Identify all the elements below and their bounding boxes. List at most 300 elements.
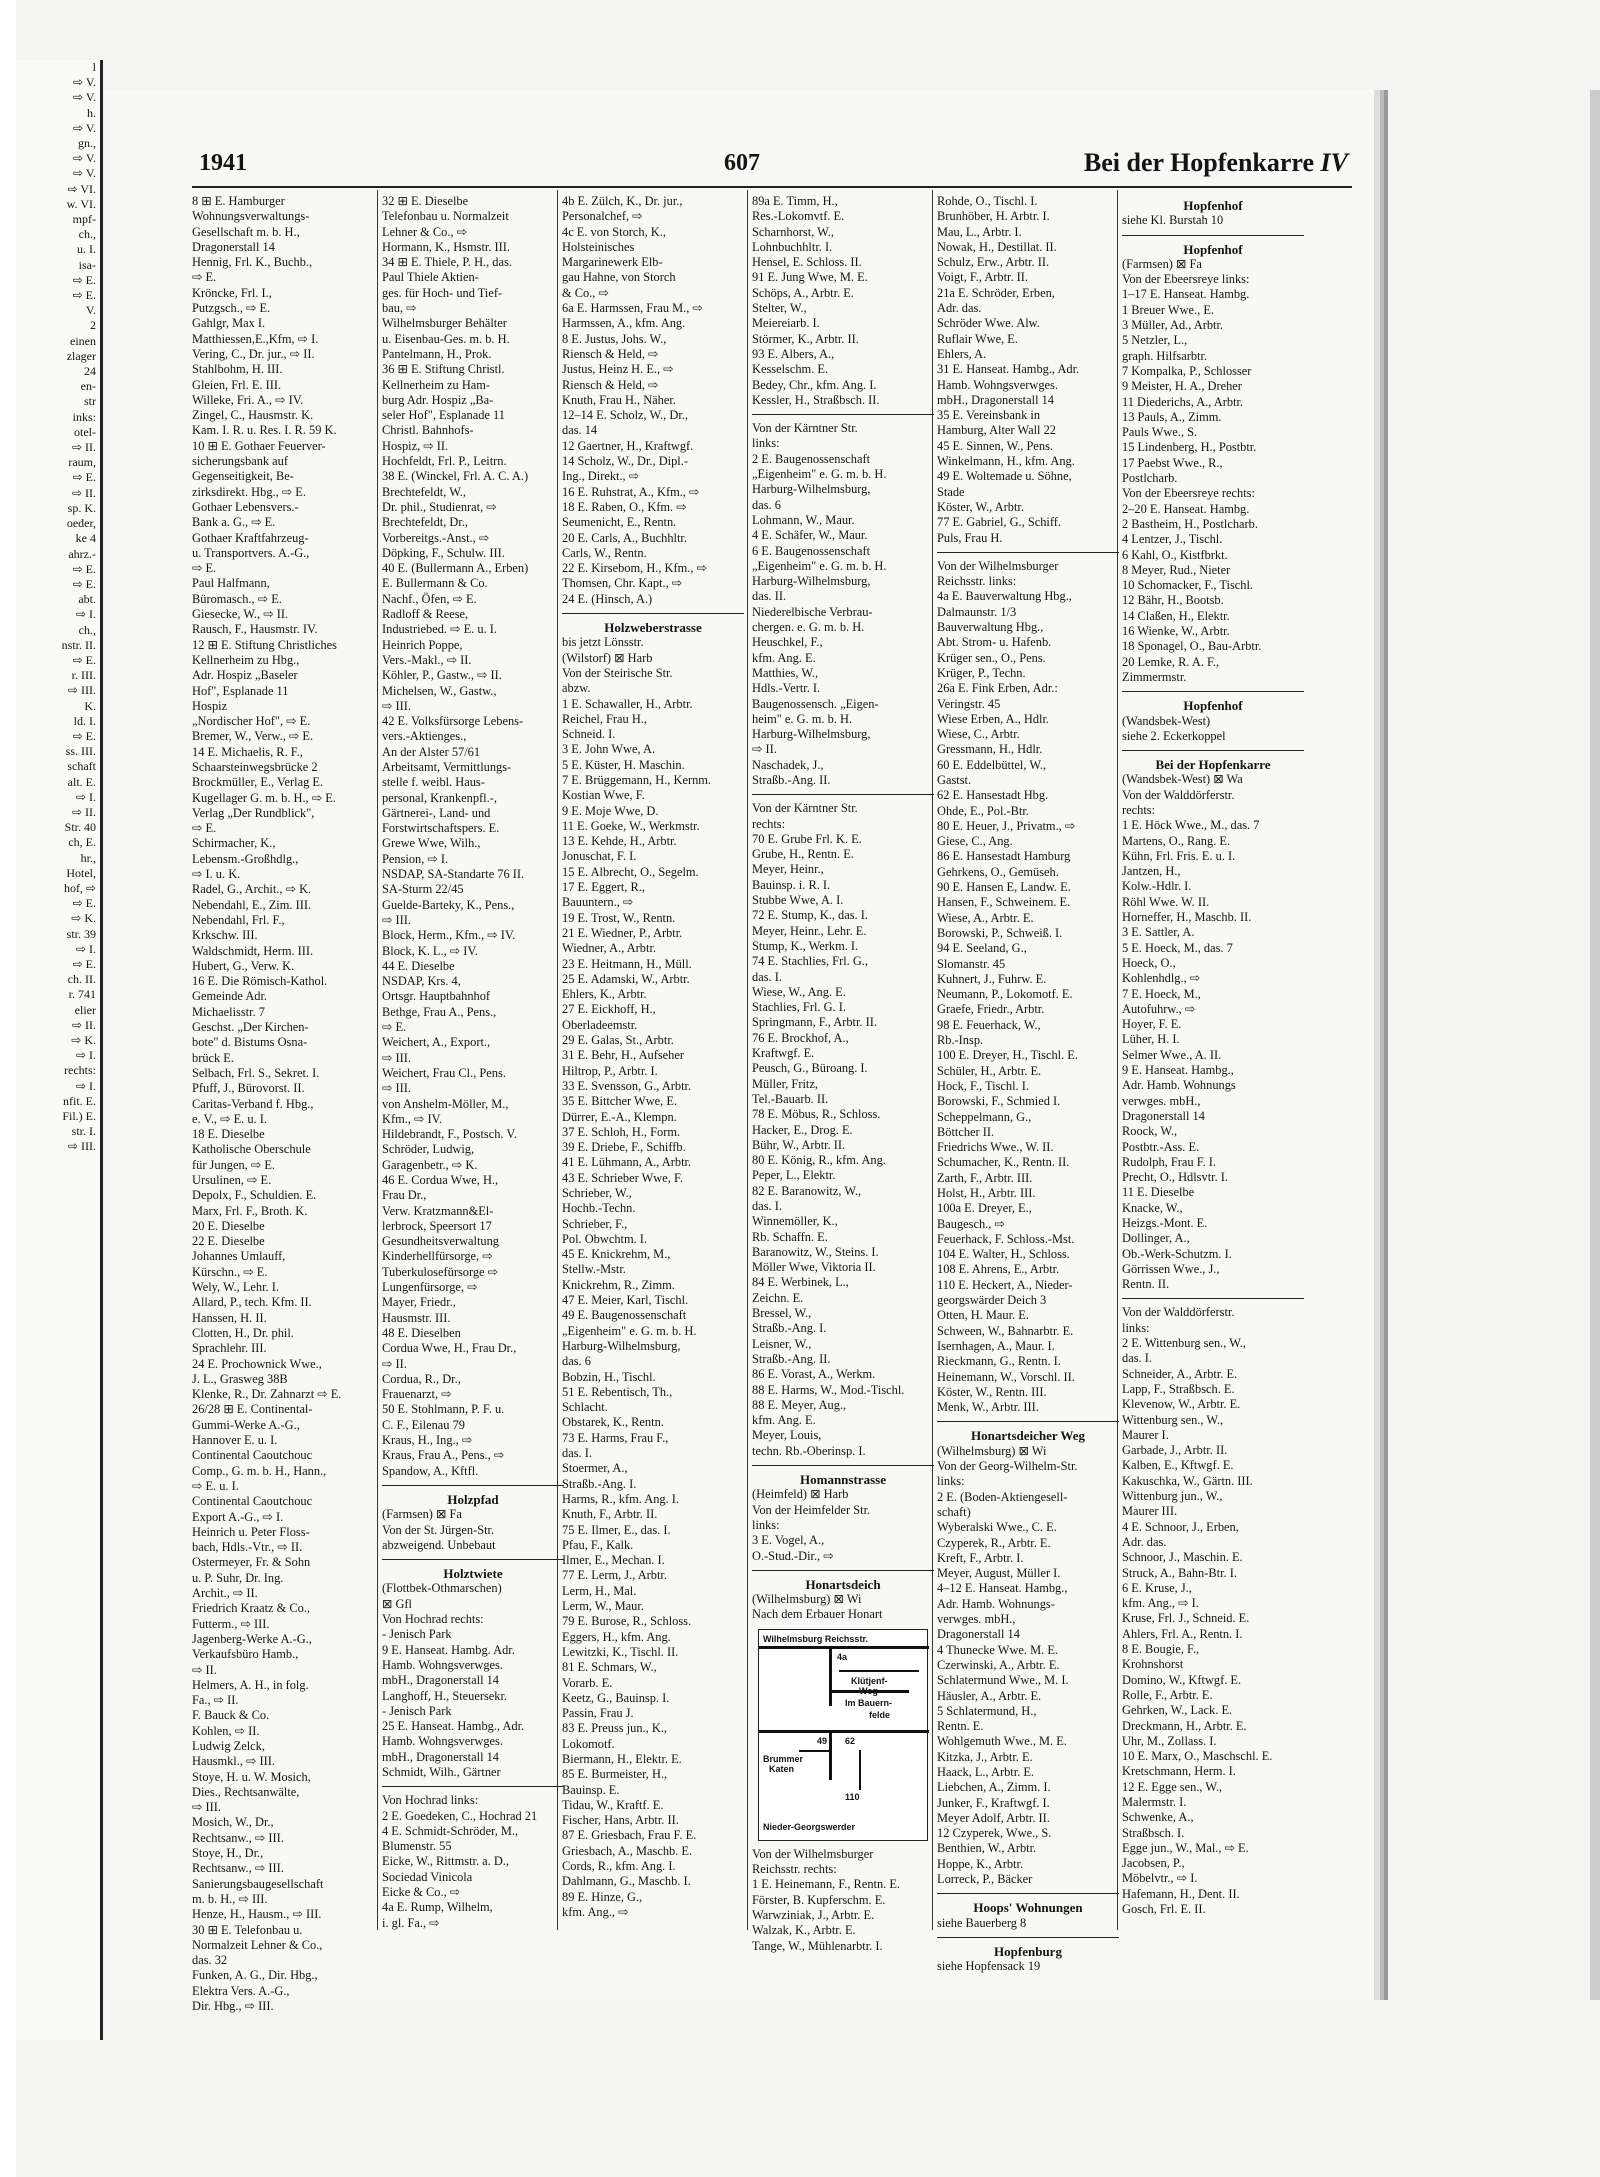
entry-line: ⇨ I. u. K.	[192, 867, 241, 882]
entry-line: 24 E. Prochownick Wwe.,	[192, 1356, 322, 1371]
entry-line: NSDAP, Krs. 4,	[382, 974, 461, 989]
entry-line: Hamb. Wohngsverwges.	[382, 1734, 503, 1749]
entry-line: Heizgs.-Mont. E.	[1122, 1216, 1208, 1230]
entry-line: 33 E. Svensson, G., Arbtr.	[562, 1078, 692, 1093]
entry-line: Cordua Wwe, H., Frau Dr.,	[382, 1341, 517, 1356]
entry-line: 49 E. Baugenossenschaft	[562, 1308, 687, 1323]
entry-line: Knickrehm, R., Zimm.	[562, 1277, 675, 1292]
header-street-title: Bei der Hopfenkarre IV	[1083, 148, 1348, 177]
entry-line: 29 E. Galas, St., Arbtr.	[562, 1033, 674, 1048]
previous-page-fragment: ⇨ E.	[72, 272, 96, 287]
entry-line: das. 6	[562, 1354, 591, 1369]
entry-line: 12 E. Egge sen., W.,	[1122, 1779, 1223, 1794]
entry-line: Kam. I. R. u. Res. I. R. 59 K.	[192, 423, 337, 438]
street-heading: Holzpfad	[447, 1491, 499, 1507]
entry-line: „Nordischer Hof", ⇨ E.	[192, 714, 311, 729]
entry-line: Köster, W., Rentn. III.	[937, 1384, 1047, 1399]
entry-line: Margarinewerk Elb-	[562, 255, 663, 270]
street-heading: Honartsdeich	[805, 1576, 881, 1592]
entry-line: Reichel, Frau H.,	[562, 711, 647, 726]
entry-line: Brunhöber, H. Arbtr. I.	[937, 209, 1050, 224]
entry-line: Haack, L., Arbtr. E.	[937, 1764, 1035, 1779]
entry-line: Henze, H., Hausm., ⇨ III.	[192, 1907, 322, 1922]
column-5	[937, 194, 1119, 1974]
entry-line: Peper, L., Elektr.	[752, 1168, 836, 1183]
map-label: Weg	[859, 1685, 878, 1696]
column-1	[192, 194, 374, 2014]
entry-line: Schneid. I.	[562, 727, 616, 742]
entry-line: Archit., ⇨ II.	[192, 1586, 258, 1601]
entry-line: Gothaer Lebensvers.-	[192, 499, 299, 514]
entry-line: verwges. mbH.,	[1122, 1093, 1201, 1108]
entry-line: Bauinsp. E.	[562, 1782, 620, 1797]
entry-line: 91 E. Jung Wwe, M. E.	[752, 270, 868, 285]
entry-line: Vorbereitgs.-Anst., ⇨	[382, 530, 490, 545]
entry-line: Von der Georg-Wilhelm-Str.	[937, 1459, 1078, 1474]
column-6	[1122, 194, 1304, 1934]
entry-line: Comp., G. m. b. H., Hann.,	[192, 1463, 327, 1478]
entry-line: An der Alster 57/61	[382, 744, 481, 759]
entry-line: Rentn. II.	[1122, 1277, 1170, 1292]
entry-line: Dragonerstall 14	[1122, 1108, 1205, 1123]
entry-line: Baugenossensch. „Eigen-	[752, 696, 879, 711]
entry-line: 8 E. Bougie, F.,	[1122, 1642, 1200, 1657]
entry-line: Pantelmann, H., Prok.	[382, 346, 492, 361]
entry-line: Stubbe Wwe, A. I.	[752, 893, 844, 908]
entry-line: Dies., Rechtsanwälte,	[192, 1784, 300, 1799]
entry-line: Tidau, W., Kraftf. E.	[562, 1797, 664, 1812]
entry-line: 51 E. Rebentisch, Th.,	[562, 1384, 673, 1399]
entry-line: Peusch, G., Büroang. I.	[752, 1061, 868, 1076]
previous-page-fragment: ch. II.	[67, 972, 96, 987]
entry-line: sicherungsbank auf	[192, 454, 288, 469]
street-heading: Holzweberstrasse	[604, 620, 702, 636]
entry-line: Klenke, R., Dr. Zahnarzt ⇨ E.	[192, 1387, 342, 1402]
map-road	[759, 1646, 929, 1649]
entry-line: Mosich, W., Dr.,	[192, 1815, 274, 1830]
entry-line: Baugesch., ⇨	[937, 1216, 1005, 1231]
entry-line: Knuth, Frau H., Näher.	[562, 392, 676, 407]
previous-page-fragment: w. VI.	[66, 196, 96, 211]
section-divider	[752, 1570, 934, 1571]
street-heading: Hoops' Wohnungen	[973, 1900, 1083, 1916]
entry-line: Von der Ebeersreye rechts:	[1122, 486, 1255, 501]
entry-line: 25 E. Adamski, W., Arbtr.	[562, 971, 690, 986]
entry-line: Hamburg, Alter Wall 22	[937, 423, 1056, 438]
entry-line: „Eigenheim" e. G. m. b. H.	[752, 467, 887, 482]
entry-line: Elektra Vers. A.-G.,	[192, 1983, 290, 1998]
entry-line: Hafemann, H., Dent. II.	[1122, 1886, 1240, 1901]
entry-line: Harmssen, A., kfm. Ang.	[562, 316, 686, 331]
entry-line: kfm. Ang. E.	[752, 1413, 816, 1428]
entry-line: Paul Thiele Aktien-	[382, 270, 479, 285]
entry-line: 10 ⊞ E. Gothaer Feuerver-	[192, 438, 326, 453]
entry-line: Kesselschm. E.	[752, 362, 829, 377]
entry-line: 30 ⊞ E. Telefonbau u.	[192, 1922, 303, 1937]
entry-line: 26a E. Fink Erben, Adr.:	[937, 681, 1058, 696]
entry-line: Czerwinski, A., Arbtr. E.	[937, 1657, 1060, 1672]
entry-line: 10 Schomacker, F., Tischl.	[1122, 578, 1254, 593]
entry-line: 89 E. Hinze, G.,	[562, 1889, 643, 1904]
entry-line: Straßb.-Ang. I.	[752, 1321, 827, 1336]
entry-line: Krohnshorst	[1122, 1657, 1184, 1672]
entry-line: 60 E. Eddelbüttel, W.,	[937, 757, 1047, 772]
entry-line: ⇨ E.	[192, 561, 217, 576]
entry-line: 88 E. Harms, W., Mod.-Tischl.	[752, 1382, 905, 1397]
entry-line: Meyer, August, Müller I.	[937, 1566, 1061, 1581]
entry-line: verwges. mbH.,	[937, 1612, 1016, 1627]
entry-line: 12 Czyperek, Wwe., S.	[937, 1826, 1052, 1841]
previous-page-fragment: ⇨ E.	[72, 652, 96, 667]
entry-line: Stahlbohm, H. III.	[192, 362, 283, 377]
entry-line: Naschadek, J.,	[752, 757, 824, 772]
entry-line: 15 Lindenberg, H., Postbtr.	[1122, 440, 1257, 455]
entry-line: Pauls Wwe., S.	[1122, 425, 1198, 440]
entry-line: Von Hochrad rechts:	[382, 1612, 484, 1627]
entry-line: Ahlers, Frl. A., Rentn. I.	[1122, 1626, 1243, 1641]
entry-line: Schween, W., Bahnarbtr. E.	[937, 1323, 1074, 1338]
entry-line: ⇨ E. u. I.	[192, 1478, 239, 1493]
entry-line: Dir. Hbg., ⇨ III.	[192, 1999, 274, 2014]
entry-line: georgswärder Deich 3	[937, 1293, 1047, 1308]
entry-line: Stachlies, Frl. G. I.	[752, 1000, 846, 1015]
entry-line: 72 E. Stump, K., das. I.	[752, 908, 868, 923]
entry-line: Selmer Wwe., A. II.	[1122, 1047, 1222, 1062]
previous-page-fragment: ⇨ I.	[75, 941, 96, 956]
entry-line: Hanssen, H. II.	[192, 1310, 267, 1325]
entry-line: 15 E. Albrecht, O., Segelm.	[562, 864, 699, 879]
entry-line: (Wilhelmsburg) ⊠ Wi	[937, 1443, 1047, 1458]
map-road	[859, 1750, 861, 1790]
entry-line: Heinrich Poppe,	[382, 637, 463, 652]
entry-line: F. Bauck & Co.	[192, 1708, 270, 1723]
previous-page-fragment: 24	[84, 364, 96, 379]
entry-line: Möller Wwe, Viktoria II.	[752, 1260, 876, 1275]
entry-line: Holst, H., Arbtr. III.	[937, 1186, 1036, 1200]
entry-line: Gahlgr, Max I.	[192, 316, 266, 331]
section-divider	[562, 613, 744, 614]
entry-line: - Jenisch Park	[382, 1703, 452, 1718]
section-divider	[752, 794, 934, 795]
entry-line: lerbrock, Speersort 17	[382, 1218, 492, 1233]
entry-line: Von der Kärntner Str.	[752, 801, 858, 816]
entry-line: Dragonerstall 14	[937, 1627, 1020, 1642]
entry-line: 8 ⊞ E. Hamburger	[192, 194, 285, 208]
entry-line: 12 Bähr, H., Bootsb.	[1122, 593, 1224, 608]
entry-line: Sanierungsbaugesellschaft	[192, 1876, 324, 1891]
entry-line: Brechtefeldt, Dr.,	[382, 515, 469, 530]
previous-page-fragment: ⇨ I.	[75, 607, 96, 622]
entry-line: Ing., Direkt., ⇨	[562, 469, 640, 484]
entry-line: Kürschn., ⇨ E.	[192, 1264, 268, 1279]
entry-line: Ilmer, E., Mechan. I.	[562, 1553, 665, 1568]
entry-line: Von der Walddörferstr.	[1122, 1305, 1235, 1320]
entry-line: Continental Caoutchouc	[192, 1494, 313, 1509]
entry-line: das. I.	[562, 1446, 592, 1461]
entry-line: Precht, O., Hdlsvtr. I.	[1122, 1170, 1228, 1185]
entry-line: Res.-Lokomvtf. E.	[752, 209, 845, 224]
previous-page-fragment: Fil.) E.	[62, 1109, 96, 1124]
entry-line: 11 E. Goeke, W., Werkmstr.	[562, 818, 700, 833]
entry-line: Rechtsanw., ⇨ III.	[192, 1861, 284, 1876]
entry-line: Wiese Erben, A., Hdlr.	[937, 711, 1050, 726]
entry-line: Garbade, J., Arbtr. II.	[1122, 1443, 1228, 1458]
entry-line: Personalchef, ⇨	[562, 209, 643, 224]
entry-line: 2 E. Goedeken, C., Hochrad 21	[382, 1808, 538, 1823]
entry-line: bote" d. Bistums Osna-	[192, 1035, 308, 1050]
previous-page-fragment: otel-	[74, 424, 96, 439]
previous-page-edge	[16, 60, 103, 2040]
entry-line: 45 E. Knickrehm, M.,	[562, 1247, 671, 1262]
entry-line: Schnoor, J., Maschin. E.	[1122, 1550, 1243, 1565]
entry-line: Klevenow, W., Arbtr. E.	[1122, 1397, 1241, 1412]
entry-line: 80 E. Heuer, J., Privatm., ⇨	[937, 818, 1076, 833]
map-road	[799, 1750, 829, 1752]
entry-line: (Wilhelmsburg) ⊠ Wi	[752, 1592, 862, 1607]
entry-line: 86 E. Vorast, A., Werkm.	[752, 1367, 876, 1382]
street-heading: Hopfenhof	[1183, 241, 1243, 257]
entry-line: Pfau, F., Kalk.	[562, 1537, 634, 1552]
entry-line: 17 E. Eggert, R.,	[562, 880, 645, 895]
entry-line: Weichert, Frau Cl., Pens.	[382, 1065, 506, 1080]
entry-line: 108 E. Ahrens, E., Arbtr.	[937, 1262, 1060, 1277]
previous-page-fragment: raum,	[68, 455, 96, 470]
entry-line: Lohmann, W., Maur.	[752, 512, 855, 527]
entry-line: 16 Wienke, W., Arbtr.	[1122, 624, 1230, 639]
map-street-label: Nieder-Georgswerder	[763, 1821, 856, 1832]
entry-line: Johannes Umlauff,	[192, 1249, 286, 1264]
header-rule	[192, 186, 1352, 188]
entry-line: (Flottbek-Othmarschen)	[382, 1581, 502, 1596]
entry-line: 2 E. Wittenburg sen., W.,	[1122, 1336, 1246, 1351]
entry-line: links:	[1122, 1320, 1150, 1335]
entry-line: Zeichn. E.	[752, 1290, 804, 1305]
entry-line: Giese, C., Ang.	[937, 834, 1013, 849]
previous-page-fragment: str	[84, 394, 96, 409]
entry-line: Hoeck, O.,	[1122, 955, 1176, 970]
entry-line: Möbelvtr., ⇨ I.	[1122, 1871, 1198, 1886]
previous-page-fragment: elier	[74, 1002, 96, 1017]
entry-line: Hamb. Wohngsverwges.	[382, 1657, 503, 1672]
entry-line: „Eigenheim" e. G. m. b. H.	[562, 1323, 697, 1338]
entry-line: Dreckmann, H., Arbtr. E.	[1122, 1718, 1247, 1733]
entry-line: Adr. Hamb. Wohnungs-	[937, 1596, 1055, 1611]
previous-page-fragment: alt. E.	[67, 774, 96, 789]
entry-line: 21a E. Schröder, Erben,	[937, 285, 1055, 300]
entry-line: Von der Ebeersreye links:	[1122, 272, 1250, 287]
entry-line: Adr. das.	[1122, 1534, 1167, 1549]
entry-line: Mau, L., Arbtr. I.	[937, 224, 1022, 239]
entry-line: 4 E. Schäfer, W., Maur.	[752, 528, 868, 543]
section-divider	[752, 414, 934, 415]
entry-line: Häusler, A., Arbtr. E.	[937, 1688, 1042, 1703]
entry-line: Obstarek, K., Rentn.	[562, 1415, 664, 1430]
entry-line: Frau Dr.,	[382, 1188, 427, 1203]
previous-page-fragment: ⇨ E.	[72, 576, 96, 591]
entry-line: Ehlers, K., Arbtr.	[562, 987, 647, 1002]
entry-line: 87 E. Griesbach, Frau F. E.	[562, 1828, 697, 1843]
entry-line: Nach dem Erbauer Honart	[752, 1607, 883, 1622]
entry-line: 88 E. Meyer, Aug.,	[752, 1397, 847, 1412]
entry-line: Harms, R., kfm. Ang. I.	[562, 1491, 680, 1506]
entry-line: Hochb.-Techn.	[562, 1201, 636, 1216]
street-heading: Homannstrasse	[800, 1472, 886, 1488]
entry-line: 49 E. Woltemade u. Söhne,	[937, 469, 1072, 484]
entry-line: Scheppelmann, G.,	[937, 1109, 1032, 1124]
previous-page-fragment: str. 39	[66, 926, 96, 941]
entry-line: Kessler, H., Straßbsch. II.	[752, 392, 880, 407]
entry-line: Ludwig Zelck,	[192, 1738, 265, 1753]
entry-line: Ob.-Werk-Schutzm. I.	[1122, 1246, 1232, 1261]
entry-line: Heinemann, W., Vorschl. II.	[937, 1369, 1075, 1384]
entry-line: Harburg-Wilhelmsburg,	[752, 574, 871, 589]
previous-page-fragment: oeder,	[66, 516, 96, 531]
entry-line: Junker, F., Kraftwgf. I.	[937, 1795, 1050, 1810]
section-divider	[1122, 691, 1304, 692]
previous-page-fragment: u. I.	[77, 242, 96, 257]
entry-line: 73 E. Harms, Frau F.,	[562, 1430, 669, 1445]
entry-line: Von der Heimfelder Str.	[752, 1502, 871, 1517]
entry-line: Rb.-Insp.	[937, 1033, 984, 1048]
entry-line: Grewe Wwe, Wilh.,	[382, 836, 481, 851]
entry-line: das. I.	[752, 969, 782, 984]
entry-line: seler Hof", Esplanade 11	[382, 408, 505, 423]
entry-line: ⇨ III.	[192, 1800, 221, 1815]
entry-line: 62 E. Hansestadt Hbg.	[937, 788, 1049, 803]
entry-line: das. I.	[1122, 1351, 1152, 1366]
entry-line: (Heimfeld) ⊠ Harb	[752, 1487, 849, 1502]
entry-line: Sprachlehr. III.	[192, 1341, 267, 1356]
previous-page-fragment: Hotel,	[66, 865, 96, 880]
entry-line: Walzak, K., Arbtr. E.	[752, 1923, 856, 1938]
previous-page-fragment: sp. K.	[67, 500, 96, 515]
entry-line: Verlag „Der Rundblick",	[192, 805, 315, 820]
entry-line: Eicke & Co., ⇨	[382, 1885, 461, 1900]
previous-page-fragment: zlager	[66, 348, 96, 363]
entry-line: Kalben, E., Kftwgf. E.	[1122, 1458, 1234, 1473]
entry-line: 4–12 E. Hanseat. Hambg.,	[937, 1581, 1068, 1596]
entry-line: 93 E. Albers, A.,	[752, 346, 835, 361]
entry-line: 4c E. von Storch, K.,	[562, 224, 666, 239]
entry-line: Griesbach, A., Maschb. E.	[562, 1843, 693, 1858]
entry-line: 9 E. Hanseat. Hambg.,	[1122, 1063, 1234, 1078]
entry-line: Hausmstr. III.	[382, 1310, 451, 1325]
entry-line: stelle f. weibl. Haus-	[382, 775, 485, 790]
entry-line: 3 E. Sattler, A.	[1122, 925, 1195, 940]
entry-line: Bremer, W., Verw., ⇨ E.	[192, 729, 314, 744]
map-label: 110	[845, 1791, 860, 1802]
entry-line: Telefonbau u. Normalzeit	[382, 209, 509, 224]
entry-line: Meyer Adolf, Arbtr. II.	[937, 1810, 1050, 1825]
entry-line: Kühn, Frl. Fris. E. u. I.	[1122, 848, 1236, 863]
map-road	[839, 1670, 919, 1672]
entry-line: Benthien, W., Arbtr.	[937, 1841, 1037, 1856]
entry-line: ⇨ II.	[382, 1356, 407, 1371]
entry-line: Lorreck, P., Bäcker	[937, 1872, 1033, 1887]
entry-line: 4 Thunecke Wwe. M. E.	[937, 1642, 1059, 1657]
section-divider	[937, 1893, 1119, 1894]
entry-line: rechts:	[1122, 802, 1156, 817]
entry-line: 32 ⊞ E. Dieselbe	[382, 194, 469, 208]
entry-line: 4a E. Bauverwaltung Hbg.,	[937, 589, 1072, 604]
entry-line: Gummi-Werke A.-G.,	[192, 1417, 300, 1432]
entry-line: Puls, Frau H.	[937, 530, 1003, 545]
entry-line: gau Hahne, von Storch	[562, 270, 676, 285]
entry-line: Stoermer, A.,	[562, 1461, 628, 1476]
map-label: 4a	[837, 1651, 848, 1662]
entry-line: Knacke, W.,	[1122, 1200, 1183, 1215]
street-heading: Holztwiete	[443, 1566, 503, 1582]
entry-line: Hacker, E., Drog. E.	[752, 1122, 853, 1137]
street-heading: Hopfenhof	[1183, 698, 1243, 714]
entry-line: Heuschkel, F.,	[752, 635, 823, 650]
entry-line: 16 E. Die Römisch-Kathol.	[192, 974, 328, 989]
entry-line: 21 E. Wiedner, P., Arbtr.	[562, 925, 683, 940]
entry-line: vers.-Aktienges.,	[382, 729, 467, 744]
entry-line: (Farmsen) ⊠ Fa	[1122, 256, 1202, 271]
entry-line: Cords, R., kfm. Ang. I.	[562, 1859, 676, 1874]
entry-line: Müller, Fritz,	[752, 1076, 818, 1091]
entry-line: Uhr, M., Zollass. I.	[1122, 1733, 1217, 1748]
entry-line: 5 E. Küster, H. Maschin.	[562, 757, 685, 772]
previous-page-fragment: ch.,	[78, 622, 96, 637]
entry-line: 80 E. König, R., kfm. Ang.	[752, 1153, 886, 1168]
previous-page-fragment: r. III.	[71, 668, 96, 683]
entry-line: O.-Stud.-Dir., ⇨	[752, 1548, 834, 1563]
entry-line: Blumenstr. 55	[382, 1839, 452, 1854]
entry-line: Hamb. Wohngsverwges.	[937, 377, 1058, 392]
entry-line: Postbtr.-Ass. E.	[1122, 1139, 1200, 1154]
entry-line: 7 E. Brüggemann, H., Kernm.	[562, 772, 712, 787]
entry-line: Slomanstr. 45	[937, 956, 1006, 971]
entry-line: 9 E. Moje Wwe, D.	[562, 803, 659, 818]
entry-line: ⇨ III.	[382, 698, 411, 713]
entry-line: Wely, W., Lehr. I.	[192, 1280, 279, 1295]
entry-line: ges. für Hoch- und Tief-	[382, 285, 503, 300]
entry-line: 14 Claßen, H., Elektr.	[1122, 608, 1230, 623]
entry-line: 13 Pauls, A., Zimm.	[1122, 409, 1222, 424]
entry-line: ⇨ II.	[192, 1662, 217, 1677]
entry-line: Autofuhrw., ⇨	[1122, 1001, 1196, 1016]
entry-line: Czyperek, R., Arbtr. E.	[937, 1535, 1051, 1550]
street-heading: Hopfenburg	[994, 1943, 1062, 1959]
entry-line: 25 E. Hanseat. Hambg., Adr.	[382, 1719, 525, 1734]
entry-line: Guelde-Barteky, K., Pens.,	[382, 897, 515, 912]
entry-line: 2–20 E. Hanseat. Hambg.	[1122, 501, 1250, 516]
entry-line: Dr. phil., Studienrat, ⇨	[382, 499, 497, 514]
entry-line: Selbach, Frl. S., Sekret. I.	[192, 1065, 320, 1080]
entry-line: Willeke, Fri. A., ⇨ IV.	[192, 392, 304, 407]
entry-line: Pol. Obwchtm. I.	[562, 1231, 648, 1246]
entry-line: Schmidt, Wilh., Gärtner	[382, 1764, 501, 1779]
entry-line: „Eigenheim" e. G. m. b. H.	[752, 558, 887, 573]
previous-page-fragment: ⇨ II.	[71, 1017, 96, 1032]
entry-line: Krüger sen., O., Pens.	[937, 650, 1046, 665]
entry-line: Rechtsanw., ⇨ III.	[192, 1830, 284, 1845]
entry-line: 38 E. (Winckel, Frl. A. C. A.)	[382, 469, 529, 484]
entry-line: das. 14	[562, 423, 598, 438]
entry-line: Adr. Hospiz „Baseler	[192, 668, 298, 683]
entry-line: 1 E. Höck Wwe., M., das. 7	[1122, 818, 1260, 833]
entry-line: Voigt, F., Arbtr. II.	[937, 270, 1029, 285]
entry-line: Keetz, G., Bauinsp. I.	[562, 1690, 670, 1705]
entry-line: siehe Kl. Burstah 10	[1122, 213, 1224, 228]
entry-line: 75 E. Ilmer, E., das. I.	[562, 1522, 671, 1537]
entry-line: 22 E. Kirsebom, H., Kfm., ⇨	[562, 561, 707, 576]
map-label: felde	[869, 1709, 891, 1720]
entry-line: Tange, W., Mühlenarbtr. I.	[752, 1938, 883, 1953]
previous-page-fragment: ⇨ I.	[75, 789, 96, 804]
